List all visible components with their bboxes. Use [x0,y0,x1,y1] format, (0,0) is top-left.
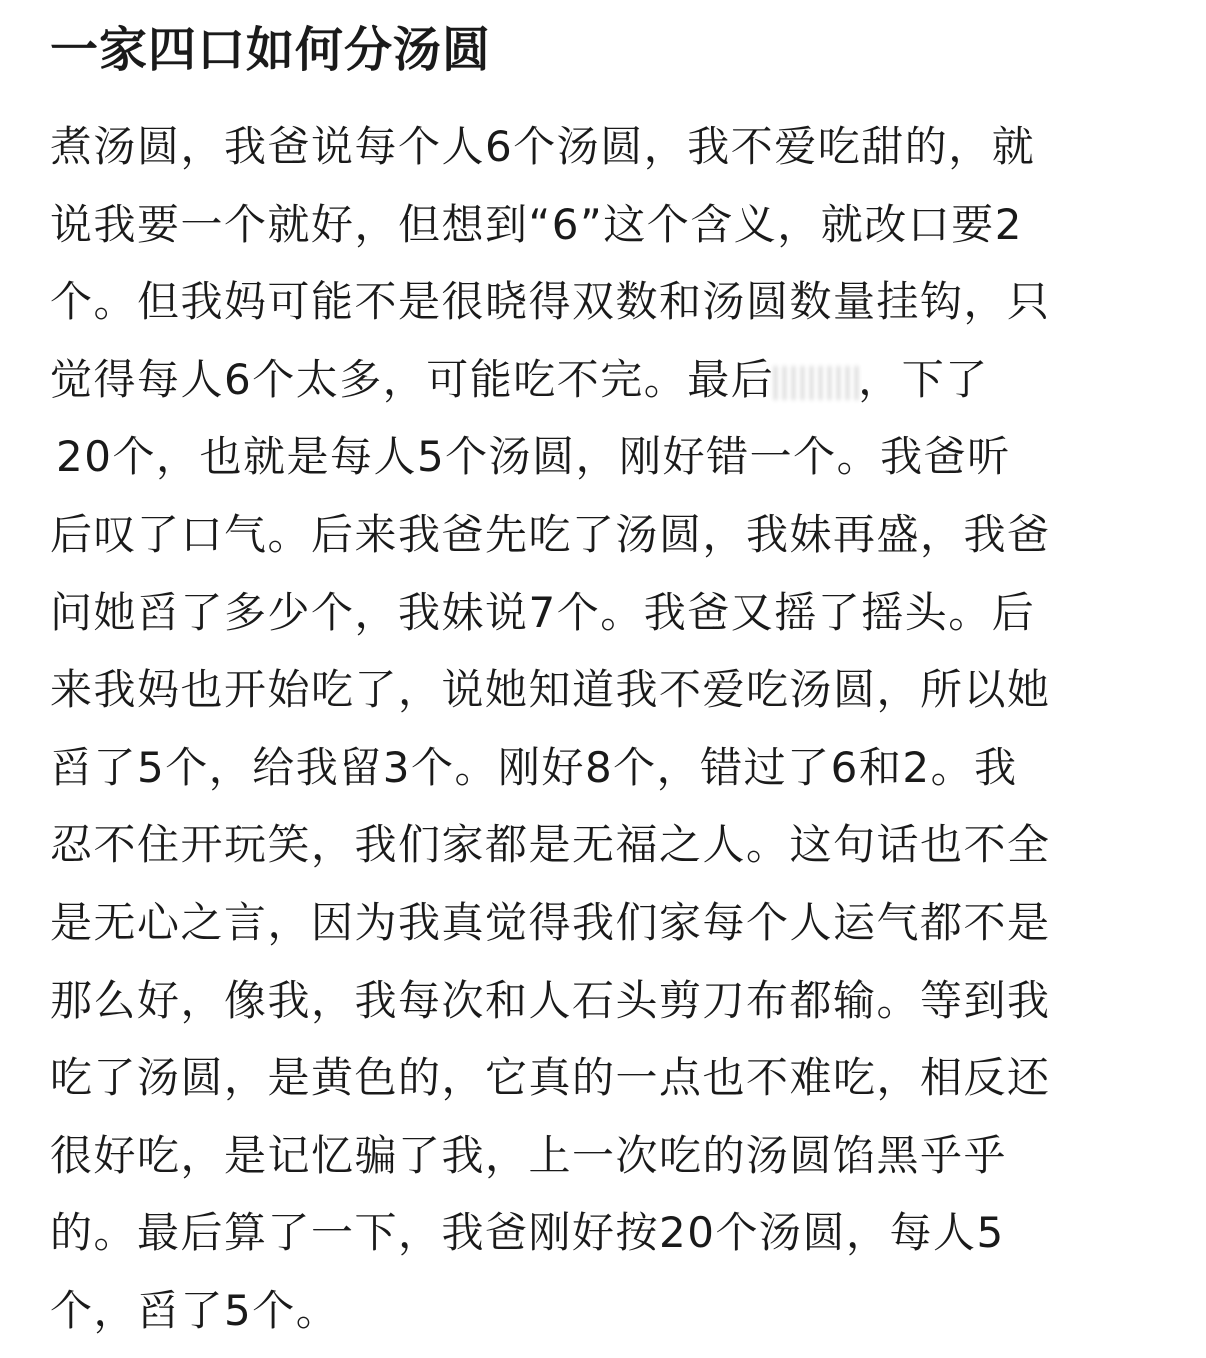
body-line-3: 个。但我妈可能不是很晓得双数和汤圆数量挂钩，只 [50,277,1051,327]
body-line-11: 是无心之言，因为我真觉得我们家每个人运气都不是 [50,897,1051,947]
post-body [50,108,1160,1350]
body-line-6: 后叹了口气。后来我爸先吃了汤圆，我妹再盛，我爸 [50,509,1051,559]
blurred-text [774,366,858,400]
body-line-14: 很好吃，是记忆骗了我，上一次吃的汤圆馅黑乎乎 [50,1130,1008,1180]
body-line-4 [50,341,1160,419]
body-line-1: 煮汤圆，我爸说每个人6个汤圆，我不爱吃甜的，就 [50,122,1036,171]
body-line-13: 吃了汤圆，是黄色的，它真的一点也不难吃，相反还 [50,1053,1051,1103]
body-line-5: 20个，也就是每人5个汤圆，刚好错一个。我爸听 [56,432,1011,482]
body-line-8: 来我妈也开始吃了，说她知道我不爱吃汤圆，所以她 [50,665,1051,715]
body-line-7: 问她舀了多少个，我妹说7个。我爸又摇了摇头。后 [50,587,1036,637]
body-line-16: 个，舀了5个。 [50,1285,340,1335]
body-line-12: 那么好，像我，我每次和人石头剪刀布都输。等到我 [50,975,1051,1025]
body-line-4-tail: ，下了 [858,354,989,404]
body-line-2: 说我要一个就好，但想到“6”这个含义，就改口要2 [50,199,1023,249]
body-line-4-text: 觉得每人6个太多，可能吃不完。最后 [50,354,775,404]
body-line-10: 忍不住开玩笑，我们家都是无福之人。这句话也不全 [50,820,1051,870]
post-title: 一家四口如何分汤圆 [50,22,492,78]
body-line-15: 的。最后算了一下，我爸刚好按20个汤圆，每人5 [50,1208,1005,1258]
body-line-9: 舀了5个，给我留3个。刚好8个，错过了6和2。我 [50,742,1018,792]
